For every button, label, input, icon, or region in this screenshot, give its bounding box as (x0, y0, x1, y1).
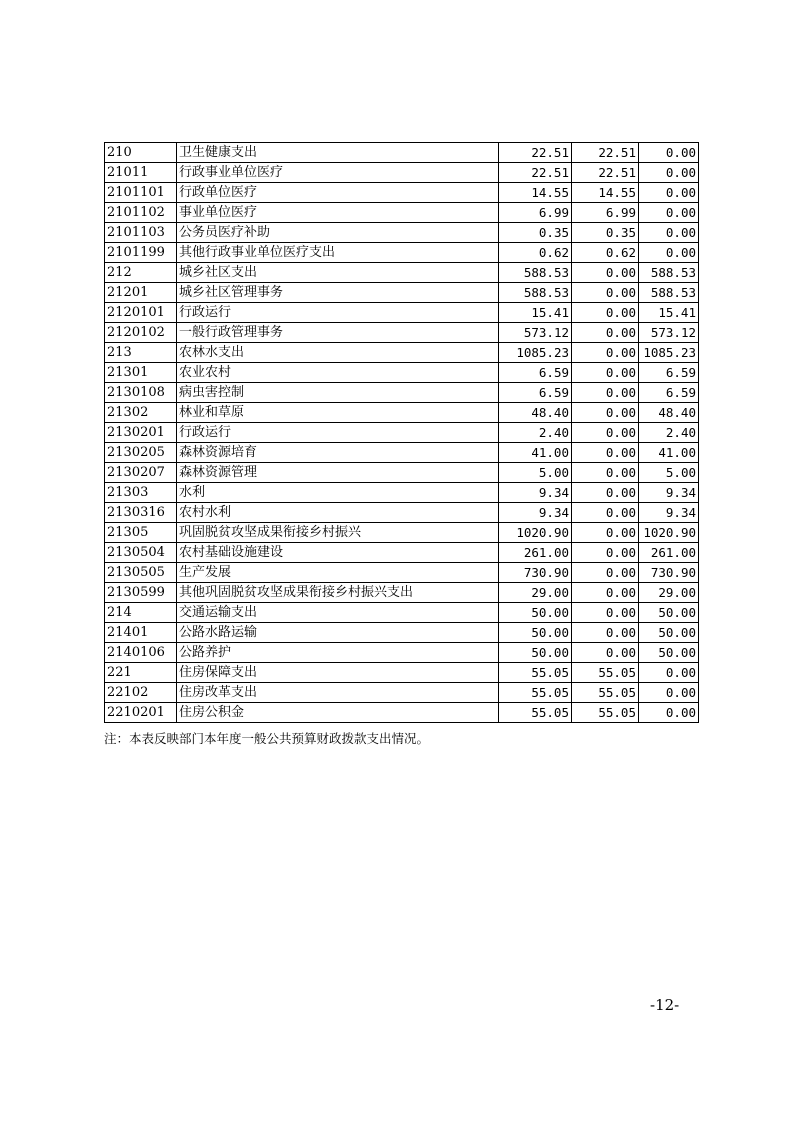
cell-project: 15.41 (639, 303, 699, 323)
cell-project: 588.53 (639, 283, 699, 303)
cell-project: 0.00 (639, 223, 699, 243)
cell-project: 50.00 (639, 603, 699, 623)
cell-project: 0.00 (639, 203, 699, 223)
cell-basic: 0.00 (572, 303, 639, 323)
cell-basic: 0.00 (572, 403, 639, 423)
cell-total: 6.59 (499, 363, 572, 383)
cell-basic: 0.35 (572, 223, 639, 243)
cell-basic: 0.00 (572, 583, 639, 603)
cell-code: 2130599 (105, 583, 177, 603)
table-row (105, 243, 699, 263)
table-row (105, 163, 699, 183)
cell-total: 15.41 (499, 303, 572, 323)
cell-code: 21301 (105, 363, 177, 383)
cell-name: 住房保障支出 (177, 663, 499, 683)
cell-project: 588.53 (639, 263, 699, 283)
cell-project: 730.90 (639, 563, 699, 583)
cell-basic: 0.00 (572, 263, 639, 283)
cell-basic: 0.00 (572, 603, 639, 623)
cell-name: 公务员医疗补助 (177, 223, 499, 243)
table-row (105, 403, 699, 423)
cell-code: 2101101 (105, 183, 177, 203)
cell-project: 1085.23 (639, 343, 699, 363)
cell-project: 50.00 (639, 643, 699, 663)
cell-name: 卫生健康支出 (177, 143, 499, 163)
table-row (105, 303, 699, 323)
cell-project: 2.40 (639, 423, 699, 443)
table-row (105, 143, 699, 163)
cell-project: 6.59 (639, 383, 699, 403)
cell-project: 41.00 (639, 443, 699, 463)
cell-project: 0.00 (639, 243, 699, 263)
cell-project: 50.00 (639, 623, 699, 643)
cell-basic: 14.55 (572, 183, 639, 203)
cell-basic: 0.00 (572, 363, 639, 383)
cell-total: 50.00 (499, 623, 572, 643)
cell-code: 2130205 (105, 443, 177, 463)
cell-name: 巩固脱贫攻坚成果衔接乡村振兴 (177, 523, 499, 543)
cell-total: 14.55 (499, 183, 572, 203)
cell-name: 城乡社区支出 (177, 263, 499, 283)
cell-project: 0.00 (639, 703, 699, 723)
cell-code: 21011 (105, 163, 177, 183)
cell-project: 0.00 (639, 183, 699, 203)
cell-project: 1020.90 (639, 523, 699, 543)
cell-name: 农村基础设施建设 (177, 543, 499, 563)
table-row (105, 643, 699, 663)
cell-code: 214 (105, 603, 177, 623)
cell-project: 573.12 (639, 323, 699, 343)
cell-code: 2120102 (105, 323, 177, 343)
cell-name: 农林水支出 (177, 343, 499, 363)
cell-total: 6.59 (499, 383, 572, 403)
cell-code: 21201 (105, 283, 177, 303)
cell-project: 261.00 (639, 543, 699, 563)
cell-total: 9.34 (499, 483, 572, 503)
cell-total: 1020.90 (499, 523, 572, 543)
cell-name: 行政运行 (177, 423, 499, 443)
cell-name: 森林资源培育 (177, 443, 499, 463)
cell-basic: 0.00 (572, 503, 639, 523)
cell-total: 0.62 (499, 243, 572, 263)
cell-name: 林业和草原 (177, 403, 499, 423)
cell-name: 行政事业单位医疗 (177, 163, 499, 183)
cell-name: 其他巩固脱贫攻坚成果衔接乡村振兴支出 (177, 583, 499, 603)
cell-name: 行政单位医疗 (177, 183, 499, 203)
cell-basic: 0.00 (572, 463, 639, 483)
cell-total: 588.53 (499, 263, 572, 283)
expenditure-table (104, 142, 699, 723)
table-row (105, 563, 699, 583)
cell-project: 9.34 (639, 503, 699, 523)
cell-basic: 0.00 (572, 483, 639, 503)
cell-total: 55.05 (499, 683, 572, 703)
cell-name: 病虫害控制 (177, 383, 499, 403)
cell-code: 2140106 (105, 643, 177, 663)
cell-name: 农村水利 (177, 503, 499, 523)
cell-total: 29.00 (499, 583, 572, 603)
table-row (105, 623, 699, 643)
cell-project: 48.40 (639, 403, 699, 423)
cell-code: 2130504 (105, 543, 177, 563)
cell-total: 50.00 (499, 603, 572, 623)
cell-basic: 0.00 (572, 383, 639, 403)
cell-code: 2130316 (105, 503, 177, 523)
table-row (105, 363, 699, 383)
cell-code: 213 (105, 343, 177, 363)
cell-code: 21401 (105, 623, 177, 643)
cell-basic: 55.05 (572, 703, 639, 723)
table-row (105, 263, 699, 283)
cell-total: 55.05 (499, 703, 572, 723)
cell-code: 21302 (105, 403, 177, 423)
cell-basic: 55.05 (572, 663, 639, 683)
table-body (105, 143, 699, 723)
cell-name: 生产发展 (177, 563, 499, 583)
table-row (105, 483, 699, 503)
cell-total: 0.35 (499, 223, 572, 243)
cell-name: 公路水路运输 (177, 623, 499, 643)
table-row (105, 223, 699, 243)
table-row (105, 703, 699, 723)
table-row (105, 443, 699, 463)
cell-project: 0.00 (639, 143, 699, 163)
cell-total: 730.90 (499, 563, 572, 583)
cell-name: 农业农村 (177, 363, 499, 383)
table-row (105, 663, 699, 683)
cell-total: 22.51 (499, 163, 572, 183)
cell-code: 21303 (105, 483, 177, 503)
cell-project: 29.00 (639, 583, 699, 603)
cell-basic: 0.62 (572, 243, 639, 263)
cell-total: 50.00 (499, 643, 572, 663)
cell-code: 21305 (105, 523, 177, 543)
table-row (105, 523, 699, 543)
cell-total: 261.00 (499, 543, 572, 563)
cell-basic: 0.00 (572, 323, 639, 343)
cell-total: 588.53 (499, 283, 572, 303)
cell-code: 210 (105, 143, 177, 163)
cell-code: 2130505 (105, 563, 177, 583)
cell-name: 公路养护 (177, 643, 499, 663)
table-row (105, 603, 699, 623)
page-number: -12- (650, 996, 680, 1014)
cell-name: 森林资源管理 (177, 463, 499, 483)
cell-total: 1085.23 (499, 343, 572, 363)
cell-name: 交通运输支出 (177, 603, 499, 623)
cell-name: 住房改革支出 (177, 683, 499, 703)
table-row (105, 583, 699, 603)
cell-total: 55.05 (499, 663, 572, 683)
table-row (105, 343, 699, 363)
cell-code: 2101102 (105, 203, 177, 223)
cell-basic: 55.05 (572, 683, 639, 703)
table-note: 注：本表反映部门本年度一般公共预算财政拨款支出情况。 (104, 731, 430, 746)
cell-total: 2.40 (499, 423, 572, 443)
cell-project: 0.00 (639, 163, 699, 183)
cell-code: 2130201 (105, 423, 177, 443)
cell-code: 2130108 (105, 383, 177, 403)
cell-name: 行政运行 (177, 303, 499, 323)
cell-code: 22102 (105, 683, 177, 703)
cell-name: 水利 (177, 483, 499, 503)
cell-basic: 22.51 (572, 143, 639, 163)
cell-code: 221 (105, 663, 177, 683)
table-row (105, 283, 699, 303)
cell-code: 2101199 (105, 243, 177, 263)
table-row (105, 503, 699, 523)
cell-basic: 0.00 (572, 423, 639, 443)
cell-basic: 0.00 (572, 623, 639, 643)
cell-basic: 0.00 (572, 543, 639, 563)
cell-total: 573.12 (499, 323, 572, 343)
cell-total: 48.40 (499, 403, 572, 423)
cell-project: 0.00 (639, 663, 699, 683)
table-row (105, 323, 699, 343)
cell-project: 0.00 (639, 683, 699, 703)
cell-project: 6.59 (639, 363, 699, 383)
cell-basic: 22.51 (572, 163, 639, 183)
cell-basic: 6.99 (572, 203, 639, 223)
cell-code: 2210201 (105, 703, 177, 723)
cell-project: 9.34 (639, 483, 699, 503)
cell-total: 9.34 (499, 503, 572, 523)
cell-name: 一般行政管理事务 (177, 323, 499, 343)
cell-total: 6.99 (499, 203, 572, 223)
cell-basic: 0.00 (572, 643, 639, 663)
cell-code: 212 (105, 263, 177, 283)
table-row (105, 463, 699, 483)
cell-code: 2101103 (105, 223, 177, 243)
table-row (105, 203, 699, 223)
cell-basic: 0.00 (572, 563, 639, 583)
cell-code: 2120101 (105, 303, 177, 323)
cell-name: 其他行政事业单位医疗支出 (177, 243, 499, 263)
cell-project: 5.00 (639, 463, 699, 483)
cell-total: 5.00 (499, 463, 572, 483)
table-row (105, 543, 699, 563)
table-row (105, 683, 699, 703)
cell-basic: 0.00 (572, 283, 639, 303)
cell-basic: 0.00 (572, 343, 639, 363)
table-row (105, 423, 699, 443)
table-row (105, 383, 699, 403)
cell-name: 住房公积金 (177, 703, 499, 723)
cell-total: 22.51 (499, 143, 572, 163)
cell-total: 41.00 (499, 443, 572, 463)
cell-code: 2130207 (105, 463, 177, 483)
cell-basic: 0.00 (572, 443, 639, 463)
table-row (105, 183, 699, 203)
cell-name: 事业单位医疗 (177, 203, 499, 223)
cell-basic: 0.00 (572, 523, 639, 543)
cell-name: 城乡社区管理事务 (177, 283, 499, 303)
